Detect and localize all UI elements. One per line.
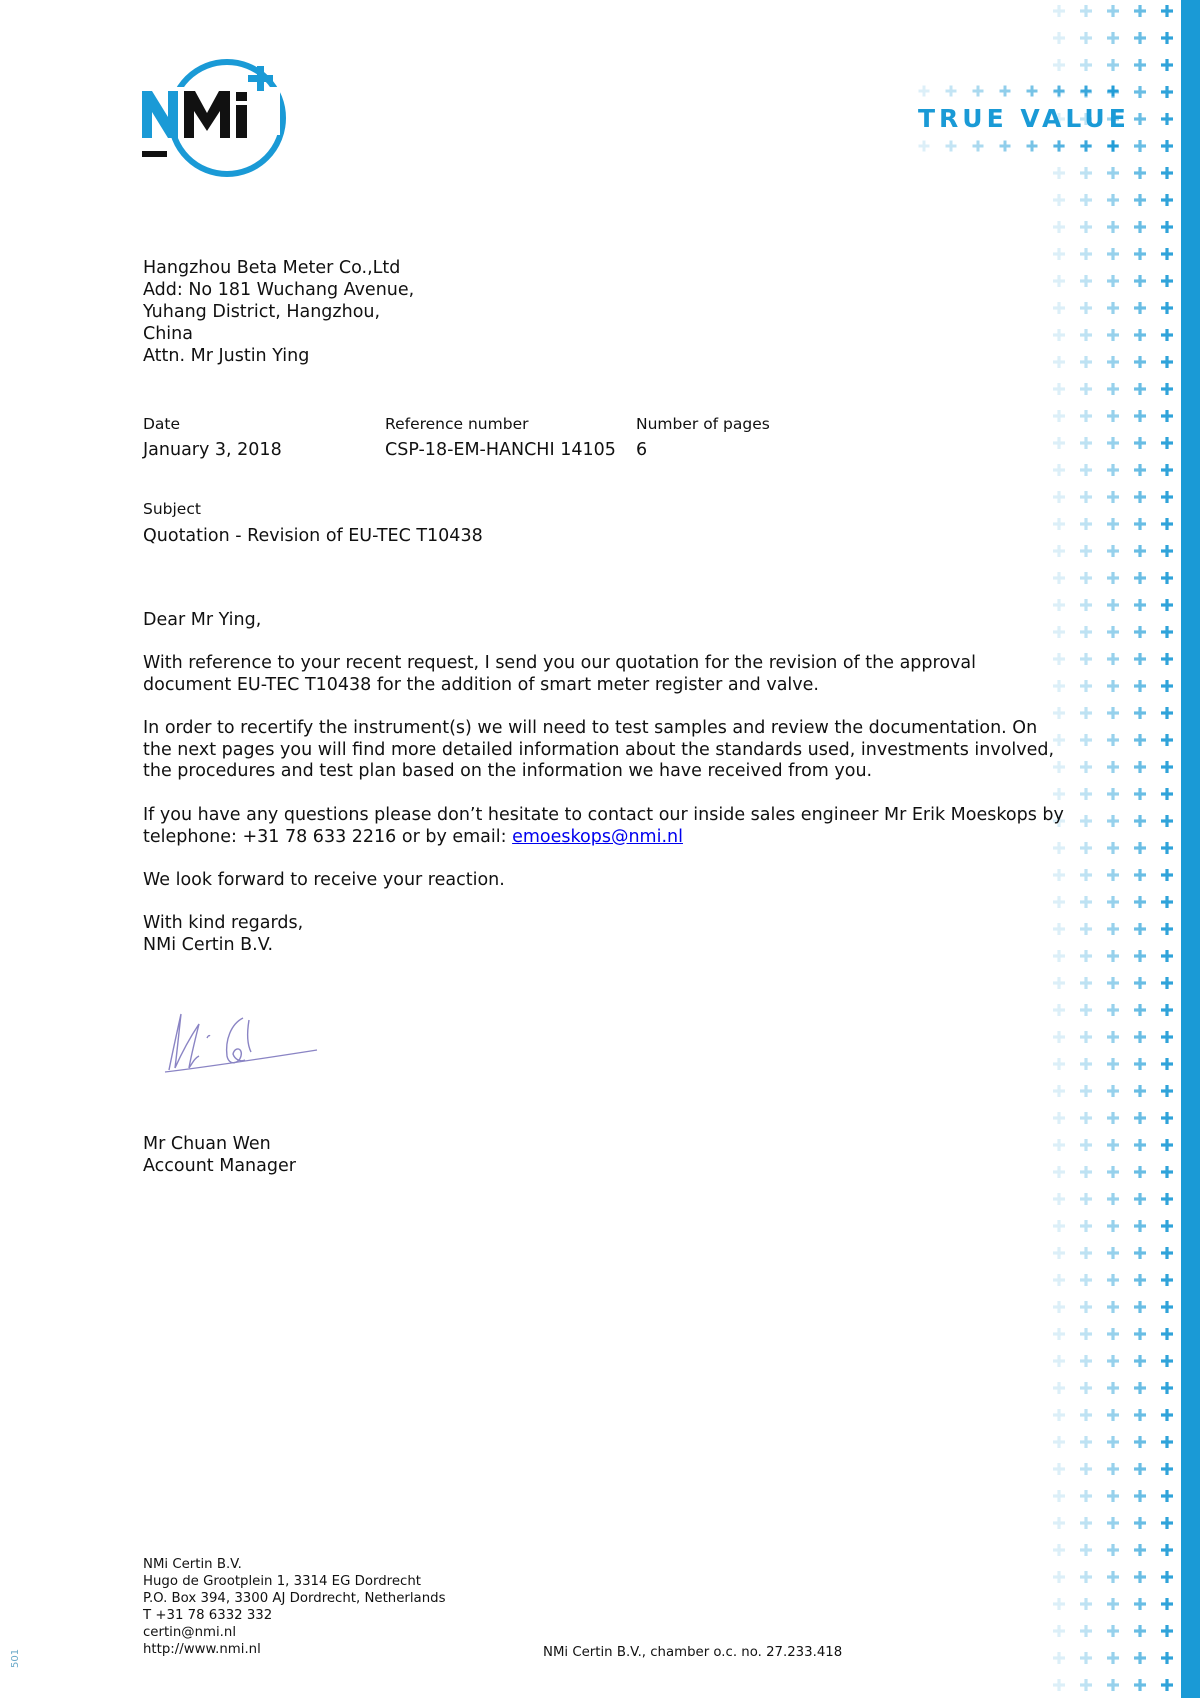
recipient-line: Add: No 181 Wuchang Avenue, [143, 280, 415, 300]
handwritten-signature [155, 1010, 325, 1080]
email-link[interactable]: emoeskops@nmi.nl [512, 826, 683, 847]
footer-company-info [143, 1556, 446, 1658]
paragraph-line: the next pages you will find more detailed information about the standards used, investments involved, [143, 739, 1055, 760]
subject-value: Quotation - Revision of EU-TEC T10438 [143, 526, 483, 546]
date-value: January 3, 2018 [143, 440, 282, 460]
signer-name: Mr Chuan Wen [143, 1134, 271, 1154]
subject-label: Subject [143, 500, 201, 518]
salutation: Dear Mr Ying, [143, 610, 262, 630]
paragraph-line: If you have any questions please don’t hesitate to contact our inside sales engineer Mr Erik Moeskops by [143, 805, 1064, 825]
paragraph-line: With reference to your recent request, I send you our quotation for the revision of the approval [143, 653, 976, 673]
nmi-logo [140, 55, 300, 180]
phone-text: telephone: +31 78 633 2216 or by email: [143, 826, 513, 847]
signer-title: Account Manager [143, 1156, 296, 1176]
tagline: TRUE VALUE [918, 104, 1130, 133]
paragraph-4: We look forward to receive your reaction. [143, 870, 505, 890]
paragraph-line: the procedures and test plan based on the information we have received from you. [143, 761, 873, 782]
footer-chamber-number: NMi Certin B.V., chamber o.c. no. 27.233.418 [543, 1645, 843, 1660]
reference-value: CSP-18-EM-HANCHI 14105 [385, 440, 616, 460]
footer-line: T +31 78 6332 332 [143, 1608, 273, 1623]
pages-label: Number of pages [636, 415, 770, 433]
plus-pattern-decoration [1046, 0, 1180, 1698]
recipient-line: Hangzhou Beta Meter Co.,Ltd [143, 258, 401, 278]
paragraph-2 [143, 718, 1054, 783]
paragraph-line: document EU-TEC T10438 for the addition of smart meter register and valve. [143, 674, 819, 695]
footer-email: certin@nmi.nl [143, 1625, 237, 1640]
closing: With kind regards, [143, 913, 304, 933]
reference-label: Reference number [385, 415, 529, 433]
footer-line: NMi Certin B.V. [143, 1557, 242, 1572]
recipient-line: China [143, 324, 193, 344]
footer-line: Hugo de Grootplein 1, 3314 EG Dordrecht [143, 1574, 421, 1589]
paragraph-3 [143, 805, 1064, 848]
footer-website: http://www.nmi.nl [143, 1642, 261, 1657]
paragraph-line [143, 827, 1064, 849]
accent-side-bar [1181, 0, 1200, 1698]
date-label: Date [143, 415, 181, 433]
company-name: NMi Certin B.V. [143, 935, 274, 955]
paragraph-line: In order to recertify the instrument(s) we will need to test samples and review the documentation. On [143, 718, 1038, 738]
recipient-line: Attn. Mr Justin Ying [143, 346, 310, 366]
paragraph-1 [143, 653, 976, 696]
footer-line: P.O. Box 394, 3300 AJ Dordrecht, Netherlands [143, 1591, 446, 1606]
recipient-address [143, 257, 414, 367]
recipient-line: Yuhang District, Hangzhou, [143, 302, 381, 322]
document-code: 501 [10, 1648, 21, 1668]
pages-value: 6 [636, 440, 648, 460]
